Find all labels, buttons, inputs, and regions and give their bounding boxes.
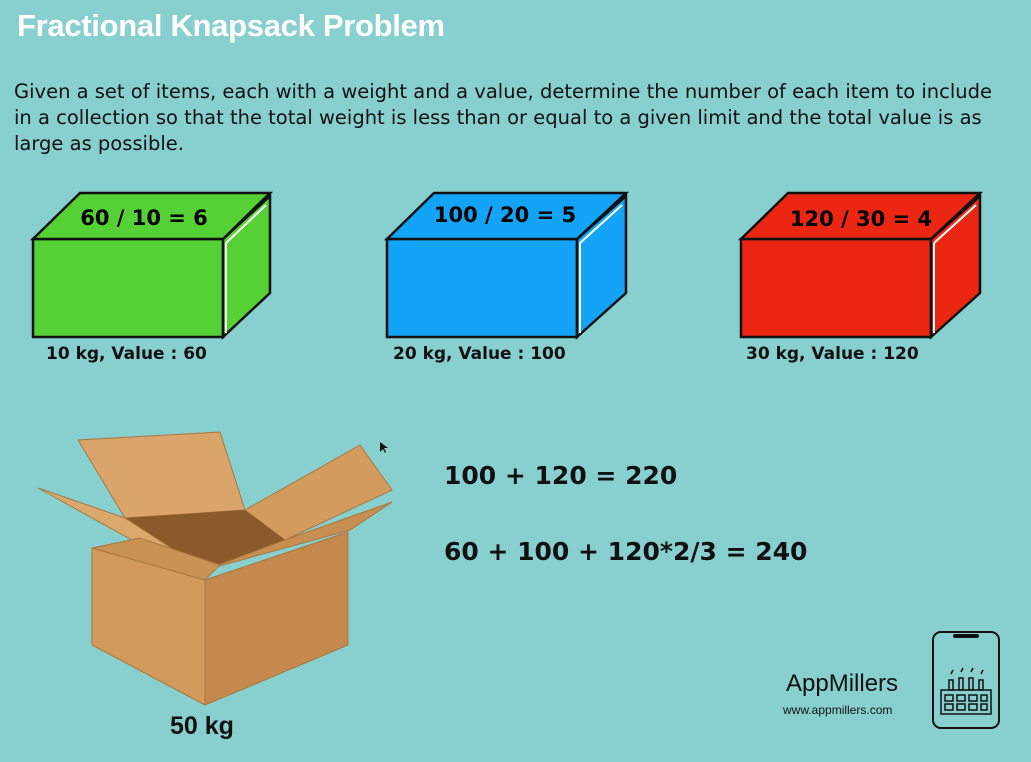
item-label-3: 30 kg, Value : 120 — [746, 344, 919, 364]
equation-1: 100 + 120 = 220 — [444, 461, 678, 490]
knapsack-box-illustration — [30, 420, 400, 720]
item-box-2 — [387, 193, 626, 337]
brand-url: www.appmillers.com — [783, 703, 893, 717]
item-box-1 — [33, 193, 270, 337]
factory-phone-logo-icon — [931, 630, 1001, 730]
page-title: Fractional Knapsack Problem — [17, 8, 445, 43]
item-ratio-3: 120 / 30 = 4 — [789, 207, 933, 231]
item-boxes — [0, 0, 1031, 380]
item-ratio-2: 100 / 20 = 5 — [433, 203, 577, 227]
item-label-1: 10 kg, Value : 60 — [46, 344, 207, 364]
mouse-cursor-icon — [380, 442, 390, 454]
item-label-2: 20 kg, Value : 100 — [393, 344, 566, 364]
equation-2: 60 + 100 + 120*2/3 = 240 — [444, 537, 808, 566]
problem-description: Given a set of items, each with a weight and a value, determine the number of each item to include in a collection so that the total weight is less than or equal to a given limit and the total value is as large as possible. — [14, 80, 993, 155]
item-box-3 — [741, 193, 980, 337]
item-ratio-1: 60 / 10 = 6 — [80, 206, 208, 230]
brand-name: AppMillers — [786, 670, 899, 697]
knapsack-capacity: 50 kg — [170, 712, 234, 740]
